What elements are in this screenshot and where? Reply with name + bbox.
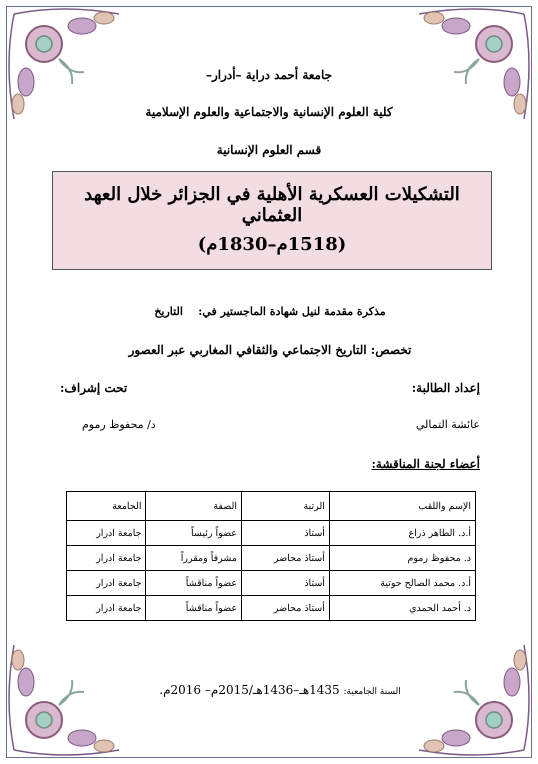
specialty: تخصص: التاريخ الاجتماعي والثقافي المغاربي عبر العصور	[128, 343, 412, 357]
member-role: عضواً مناقشاً	[146, 571, 242, 596]
prepared-by-label: إعداد الطالبة:	[411, 381, 480, 395]
member-university: جامعة ادرار	[67, 546, 146, 571]
student-name: عائشة التمالي	[415, 418, 480, 431]
member-university: جامعة ادرار	[67, 571, 146, 596]
faculty-name: كلية العلوم الإنسانية والاجتماعية والعلوم الإسلامية	[145, 105, 393, 119]
thesis-title: التشكيلات العسكرية الأهلية في الجزائر خلال العهد العثماني	[84, 184, 460, 226]
member-name: أ.د. محمد الصالح حوتية	[329, 571, 475, 596]
memo-statement	[120, 305, 420, 318]
table-header: الجامعة	[67, 492, 146, 521]
floral-corner-ornament-icon	[409, 635, 534, 760]
member-role: عضواً رئيساً	[146, 521, 242, 546]
member-name: د. أحمد الحمدي	[329, 596, 475, 621]
committee-table	[66, 491, 476, 621]
table-header: الرتبة	[241, 492, 329, 521]
supervisor-name: د/ محفوظ رموم	[82, 418, 156, 431]
memo-label: مذكرة مقدمة لنيل شهادة الماجستير في:	[198, 305, 386, 318]
member-rank: أستاذ محاضر	[241, 596, 329, 621]
table-row	[67, 571, 476, 596]
member-role: عضواً مناقشاً	[146, 596, 242, 621]
thesis-title-box	[52, 171, 492, 270]
table-row	[67, 596, 476, 621]
member-rank: أستاذ	[241, 571, 329, 596]
university-name: جامعة أحمد دراية –أدرار–	[205, 68, 333, 82]
table-row	[67, 546, 476, 571]
member-rank: أستاذ	[241, 521, 329, 546]
table-header: الصفة	[146, 492, 242, 521]
academic-year	[130, 683, 430, 697]
floral-corner-ornament-icon	[4, 635, 129, 760]
academic-year-label: السنة الجامعية:	[343, 687, 401, 697]
member-university: جامعة ادرار	[67, 521, 146, 546]
member-university: جامعة ادرار	[67, 596, 146, 621]
member-name: د. محفوظ رموم	[329, 546, 475, 571]
member-rank: أستاذ محاضر	[241, 546, 329, 571]
memo-field: التاريخ	[154, 305, 183, 318]
table-header: الإسم واللقب	[329, 492, 475, 521]
academic-year-value: 1435هـ–1436هـ/2015م– 2016م.	[159, 683, 340, 697]
member-name: أ.د. الطاهر ذراع	[329, 521, 475, 546]
supervision-label: تحت إشراف:	[60, 381, 128, 395]
member-role: مشرفاً ومقرراً	[146, 546, 242, 571]
thesis-period: (1518م–1830م)	[197, 234, 347, 255]
committee-label: أعضاء لجنة المناقشة:	[371, 457, 480, 471]
department-name: قسم العلوم الإنسانية	[216, 143, 322, 157]
table-header-row	[67, 492, 476, 521]
table-row	[67, 521, 476, 546]
